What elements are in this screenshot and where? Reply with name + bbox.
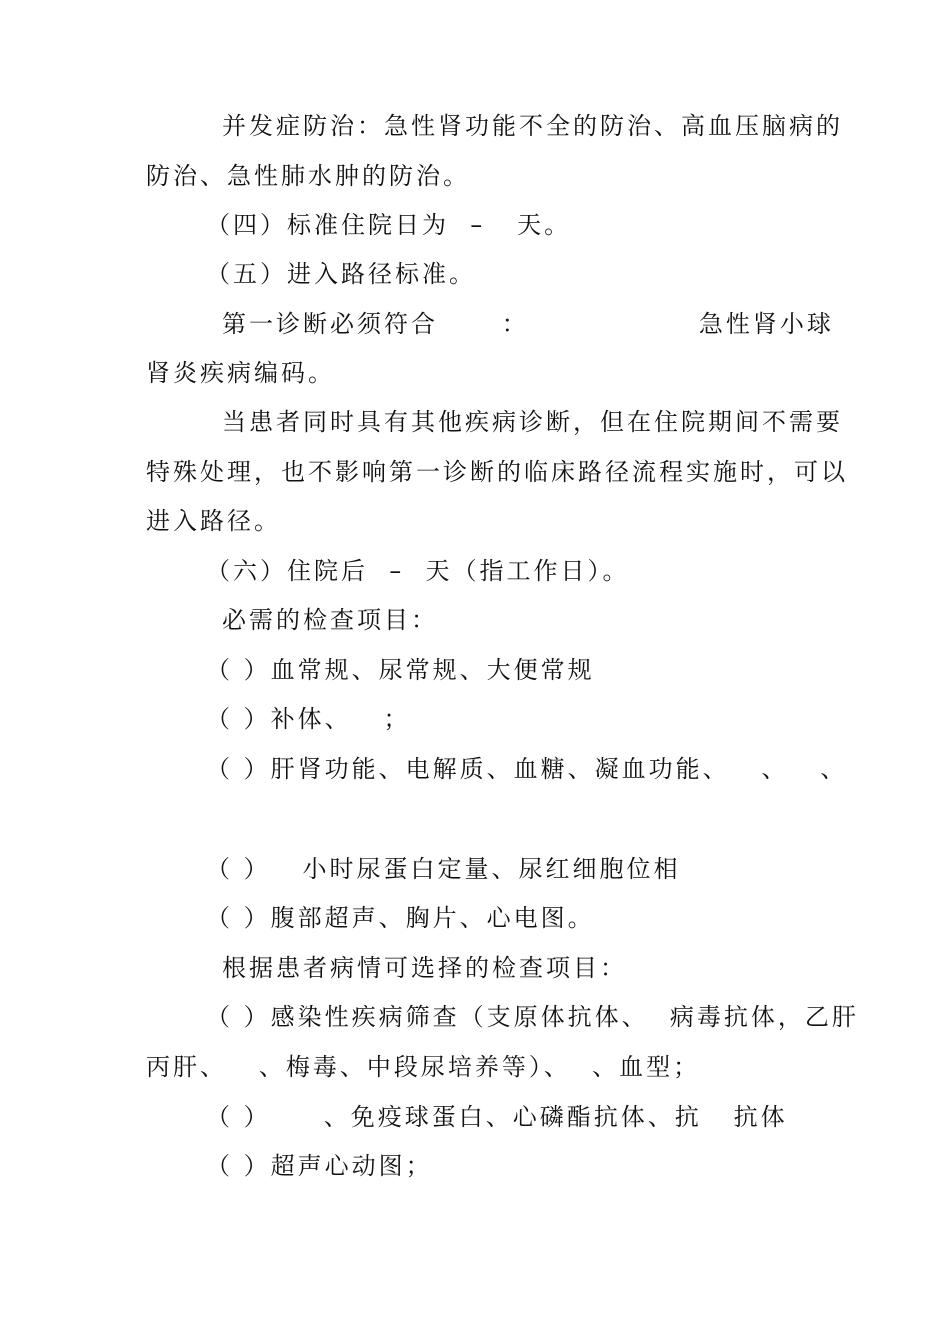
list-item-required-3: （ ）肝肾功能、电解质、血糖、凝血功能、 、 、 [206, 755, 848, 783]
list-item-required-1: （ ）血常规、尿常规、大便常规 [206, 656, 595, 684]
list-item-optional-1-line-1: （ ）感染性疾病筛查（支原体抗体、 病毒抗体，乙肝 [206, 1003, 859, 1031]
subheading-optional-exams: 根据患者病情可选择的检查项目： [222, 954, 627, 982]
paragraph-comorbidity-line-1: 当患者同时具有其他疾病诊断，但在住院期间不需要 [222, 408, 843, 436]
paragraph-complications-line-1: 并发症防治：急性肾功能不全的防治、高血压脑病的 [222, 112, 843, 140]
paragraph-diagnosis-line-1: 第一诊断必须符合 ： 急性肾小球 [222, 310, 834, 338]
list-item-required-4: （ ） 小时尿蛋白定量、尿红细胞位相 [206, 855, 681, 883]
paragraph-complications-line-2: 防治、急性肺水肿的防治。 [146, 162, 470, 190]
list-item-required-2: （ ）补体、 ； [206, 705, 411, 733]
heading-section-6: （六）住院后 – 天（指工作日）。 [206, 557, 630, 585]
subheading-required-exams: 必需的检查项目： [222, 606, 438, 634]
list-item-optional-1-line-2: 丙肝、 、梅毒、中段尿培养等）、 、血型； [146, 1053, 701, 1081]
paragraph-comorbidity-line-2: 特殊处理，也不影响第一诊断的临床路径流程实施时，可以 [146, 458, 848, 486]
heading-section-4: （四）标准住院日为 – 天。 [206, 211, 572, 239]
paragraph-comorbidity-line-3: 进入路径。 [146, 507, 281, 535]
list-item-required-5: （ ）腹部超声、胸片、心电图。 [206, 904, 595, 932]
paragraph-diagnosis-line-2: 肾炎疾病编码。 [146, 359, 335, 387]
heading-section-5: （五）进入路径标准。 [206, 260, 476, 288]
list-item-optional-2: （ ） 、免疫球蛋白、心磷酯抗体、抗 抗体 [206, 1103, 788, 1131]
list-item-optional-3: （ ）超声心动图； [206, 1152, 433, 1180]
